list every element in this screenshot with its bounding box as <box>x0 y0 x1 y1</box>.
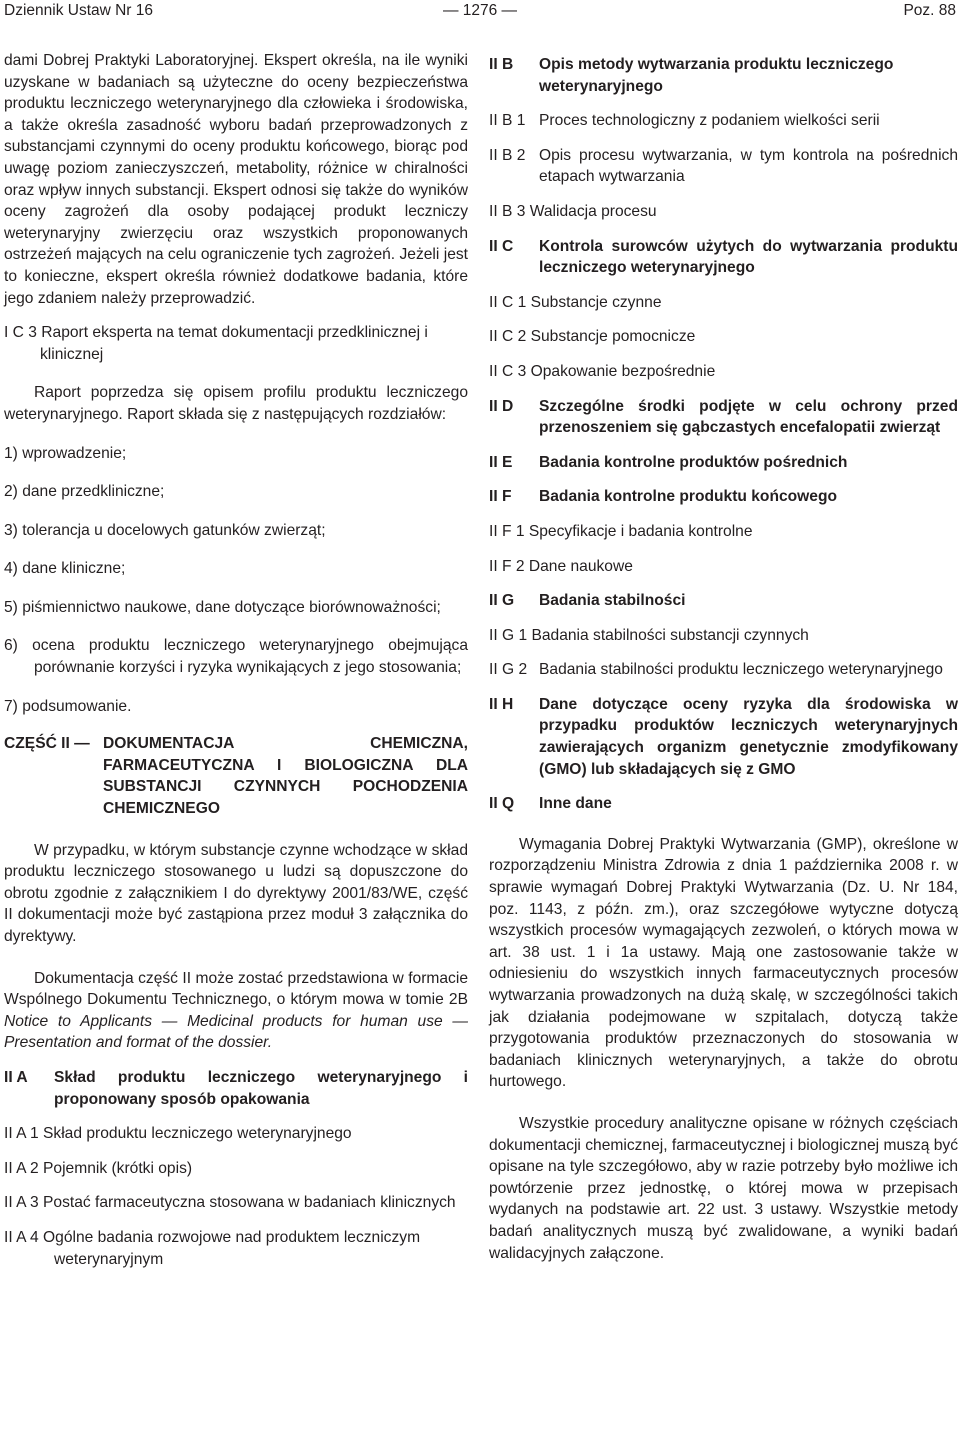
paragraph-substances: W przypadku, w którym substancje czynne wchodzące w skład produktu leczniczego stosowanego u ludzi są dopuszczone do obrotu zgodnie z załącznikiem I do dyrektywy 2001/83/WE, część II dokumentacji może być zastąpiona przez moduł 3 załącznika do dyrektywy. <box>4 841 468 945</box>
section-iig2: II G 2 Badania stabilności produktu leczniczego weterynaryjnego <box>489 661 943 679</box>
section-iih-heading: II H Dane dotyczące oceny ryzyka dla środowiska w przypadku produktów leczniczych weterynaryjnych zawierających organizm genetycznie zmodyfikowany (GMO) lub składających się z GMO <box>489 695 958 778</box>
part-ii-heading <box>4 733 468 819</box>
section-iif-heading: II F Badania kontrolne produktu końcowego <box>489 488 838 506</box>
section-iib-heading: II B Opis metody wytwarzania produktu leczniczego weterynaryjnego <box>489 56 894 95</box>
section-iiq-heading: II Q Inne dane <box>489 795 612 813</box>
part-title: DOKUMENTACJA CHEMICZNA, FARMACEUTYCZNA I BIOLOGICZNA DLA SUBSTANCJI CZYNNYCH POCHODZENIA CHEMICZNEGO <box>103 735 468 818</box>
left-column <box>4 50 468 1270</box>
section-iid-heading: II D Szczególne środki podjęte w celu ochrony przed przenoszeniem się gąbczastych encefalopatii zwierząt <box>489 397 958 437</box>
part-label: CZĘŚĆ II — <box>4 735 90 753</box>
section-iia4: II A 4 Ogólne badania rozwojowe nad produktem leczniczym weterynaryjnym <box>4 1228 421 1268</box>
section-iia1: II A 1 Skład produktu leczniczego weterynaryjnego <box>4 1125 352 1143</box>
section-iif2: II F 2 Dane naukowe <box>489 557 633 575</box>
section-iib1: II B 1 Proces technologiczny z podaniem wielkości serii <box>489 112 880 130</box>
list-item: 4) dane kliniczne; <box>4 560 126 578</box>
position-number: Poz. 88 <box>903 2 956 19</box>
section-iia-heading: II A Skład produktu leczniczego weterynaryjnego i proponowany sposób opakowania <box>4 1068 468 1108</box>
section-iig1: II G 1 Badania stabilności substancji czynnych <box>489 626 809 644</box>
section-iig-heading: II G Badania stabilności <box>489 592 686 610</box>
section-iic1: II C 1 Substancje czynne <box>489 293 662 311</box>
section-iib3: II B 3 Walidacja procesu <box>489 202 657 220</box>
paragraph-ctd-format: Dokumentacja część II może zostać przedstawiona w formacie Wspólnego Dokumentu Technicznego, o którym mowa w tomie 2B Notice to Applicants — Medicinal products for human use — Presentation and format of the dossier. <box>4 969 468 1052</box>
journal-title: Dziennik Ustaw Nr 16 <box>4 2 154 19</box>
section-iic3: II C 3 Opakowanie bezpośrednie <box>489 362 716 380</box>
section-iia2: II A 2 Pojemnik (krótki opis) <box>4 1159 193 1177</box>
list-item: 7) podsumowanie. <box>4 697 132 715</box>
page-header <box>0 0 960 26</box>
section-iic2: II C 2 Substancje pomocnicze <box>489 328 696 346</box>
paragraph-analytical-procedures: Wszystkie procedury analityczne opisane w różnych częściach dokumentacji chemicznej, farmaceutycznej i biologicznej muszą być opisane na tyle szczegółowo, aby w razie potrzeby było możliwe ich powtórzenie przez jednostkę, o której mowa w przepisach wydanych na podstawie art. 22 ust. 3 ustawy. Wszystkie metody badań analitycznych muszą być zwalidowane, a wyniki badań walidacyjnych załączone. <box>489 1114 958 1262</box>
section-iie-heading: II E Badania kontrolne produktów pośrednich <box>489 453 848 471</box>
list-item: 3) tolerancja u docelowych gatunków zwierząt; <box>4 521 326 539</box>
section-iif1: II F 1 Specyfikacje i badania kontrolne <box>489 522 753 540</box>
paragraph-report-intro: Raport poprzedza się opisem profilu produktu leczniczego weterynaryjnego. Raport składa się z następujących rozdziałów: <box>4 384 468 423</box>
paragraph-gmp: Wymagania Dobrej Praktyki Wytwarzania (GMP), określone w rozporządzeniu Ministra Zdrowia z dnia 1 października 2008 r. w sprawie wymagań Dobrej Praktyki Wytwarzania (Dz. U. Nr 184, poz. 1143, z późn. zm.), oraz szczegółowe wytyczne dotyczą wszystkich procesów wymagających zezwoleń, o których mowa w art. 38 ust. 1 i 1a ustawy. Mają one zastosowanie także w odniesieniu do wszystkich innych farmaceutycznych procesów wytwarzania prowadzonych na dużą skalę, w szczególności takich jak działania podejmowane w szpitalach, dotyczą także przygotowania produktów przeznaczonych do stosowania w badaniach klinicznych weterynaryjnych, a także do obrotu hurtowego. <box>489 835 958 1091</box>
section-iia3: II A 3 Postać farmaceutyczna stosowana w badaniach klinicznych <box>4 1194 456 1212</box>
section-ic3-heading: I C 3 Raport eksperta na temat dokumentacji przedklinicznej i klinicznej <box>4 324 428 363</box>
right-column <box>489 50 958 1264</box>
paragraph-expert-evaluation: dami Dobrej Praktyki Laboratoryjnej. Ekspert określa, na ile wyniki uzyskane w badaniach są użyteczne do oceny bezpieczeństwa produktu leczniczego weterynaryjnego dla człowieka i środowiska, a także określa zasadność wyboru badań przeprowadzonych z substancjami czynnymi do oceny produktu końcowego, biorąc pod uwagę poziom zanieczyszczeń, metabolity, różnice w chiralności oraz wpływ innych substancji. Ekspert odnosi się także do wyników oceny zagrożeń dla osoby podającej produkt leczniczy weterynaryjny zwierzęciu oraz wszystkich proponowanych ostrzeżeń mających na celu ograniczenie tych zagrożeń. Jeżeli jest to konieczne, ekspert określa również dodatkowe badania, które jego zdaniem należy przeprowadzić. <box>4 52 468 307</box>
page-number: — 1276 — <box>442 2 518 19</box>
section-iic-heading: II C Kontrola surowców użytych do wytwarzania produktu leczniczego weterynaryjnego <box>489 237 958 277</box>
section-iib2: II B 2 Opis procesu wytwarzania, w tym kontrola na pośrednich etapach wytwarzania <box>489 146 958 186</box>
list-item: 1) wprowadzenie; <box>4 444 127 462</box>
list-item: 2) dane przedkliniczne; <box>4 483 165 501</box>
list-item: 5) piśmiennictwo naukowe, dane dotyczące biorównoważności; <box>4 598 441 616</box>
list-item: 6) ocena produktu leczniczego weterynaryjnego obejmująca porównanie korzyści i ryzyka wynikających z jego stosowania; <box>4 637 468 677</box>
